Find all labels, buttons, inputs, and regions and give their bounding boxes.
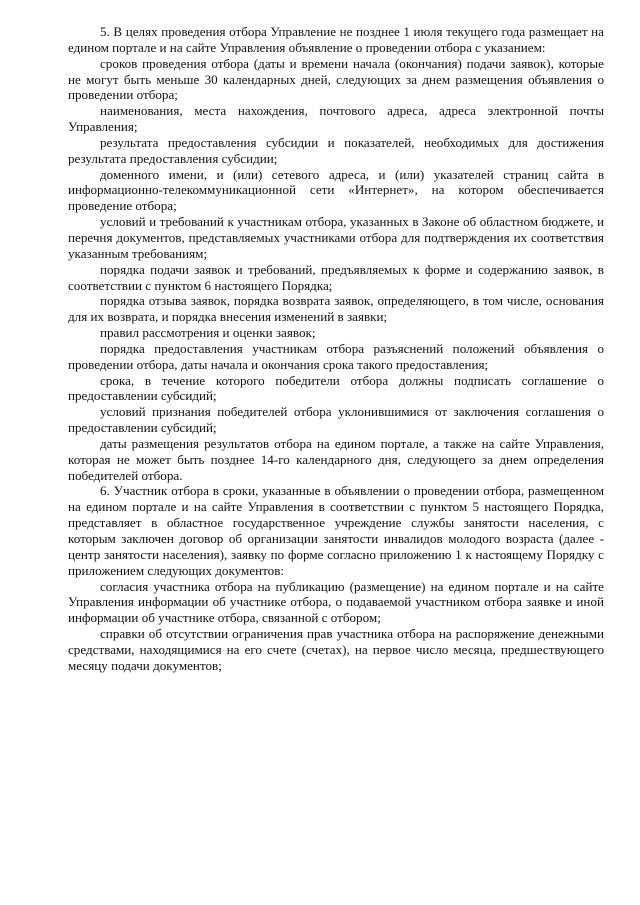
paragraph-deadlines: сроков проведения отбора (даты и времени начала (окончания) подачи заявок), которые не могут быть меньше 30 календарных дней, следующих за днем размещения объявления о проведении отбора; [68, 55, 604, 103]
paragraph-results: результата предоставления субсидии и показателей, необходимых для достижения результата предоставления субсидии; [68, 134, 604, 166]
paragraph-account-certificate: справки об отсутствии ограничения прав участника отбора на распоряжение денежными средствами, находящимися на его счете (счетах), на первое число месяца, предшествующего месяцу подачи документов; [68, 626, 604, 673]
paragraph-consent: согласия участника отбора на публикацию (размещение) на едином портале и на сайте Управления информации об участнике отбора, о подаваемой участником отбора заявке и иной информации об участнике отбора, связанной с отбором; [68, 578, 604, 626]
paragraph-evasion-conditions: условий признания победителей отбора уклонившимися от заключения соглашения о предоставлении субсидий; [68, 404, 604, 436]
paragraph-withdrawal-order: порядка отзыва заявок, порядка возврата заявок, определяющего, в том числе, основания для их возврата, и порядка внесения изменений в заявки; [68, 293, 604, 325]
paragraph-publication-date: даты размещения результатов отбора на едином портале, а также на сайте Управления, которая не может быть позднее 14-го календарного дня, следующего за днем определения победителей отбора. [68, 435, 604, 483]
document-page [68, 24, 604, 674]
paragraph-clarifications: порядка предоставления участникам отбора разъяснений положений объявления о проведении отбора, даты начала и окончания срока такого предоставления; [68, 340, 604, 372]
paragraph-6-intro: 6. Участник отбора в сроки, указанные в объявлении о проведении отбора, размещенном на едином портале и на сайте Управления в соответствии с пунктом 5 настоящего Порядка, представляет в областное государственное учреждение службы занятости населения, с которым заключен договор об организации занятости инвалидов молодого возраста (далее - центр занятости населения), заявку по форме согласно приложению 1 к настоящему Порядку с приложением следующих документов: [68, 483, 604, 578]
paragraph-requirements: условий и требований к участникам отбора, указанных в Законе об областном бюджете, и перечня документов, представляемых участниками отбора для подтверждения их соответствия указанным требованиям; [68, 214, 604, 261]
paragraph-review-rules: правил рассмотрения и оценки заявок; [100, 325, 316, 341]
paragraph-5-intro: 5. В целях проведения отбора Управление не позднее 1 июля текущего года размещает на едином портале и на сайте Управления объявление о проведении отбора с указанием: [68, 24, 604, 55]
paragraph-domain: доменного имени, и (или) сетевого адреса, и (или) указателей страниц сайта в информационно-телекоммуникационной сети «Интернет», на котором обеспечивается проведение отбора; [68, 166, 604, 214]
paragraph-contacts: наименования, места нахождения, почтового адреса, адреса электронной почты Управления; [68, 103, 604, 135]
paragraph-signing-term: срока, в течение которого победители отбора должны подписать соглашение о предоставлении субсидий; [68, 372, 604, 404]
paragraph-submission-order: порядка подачи заявок и требований, предъявляемых к форме и содержанию заявок, в соответствии с пунктом 6 настоящего Порядка; [68, 261, 604, 293]
